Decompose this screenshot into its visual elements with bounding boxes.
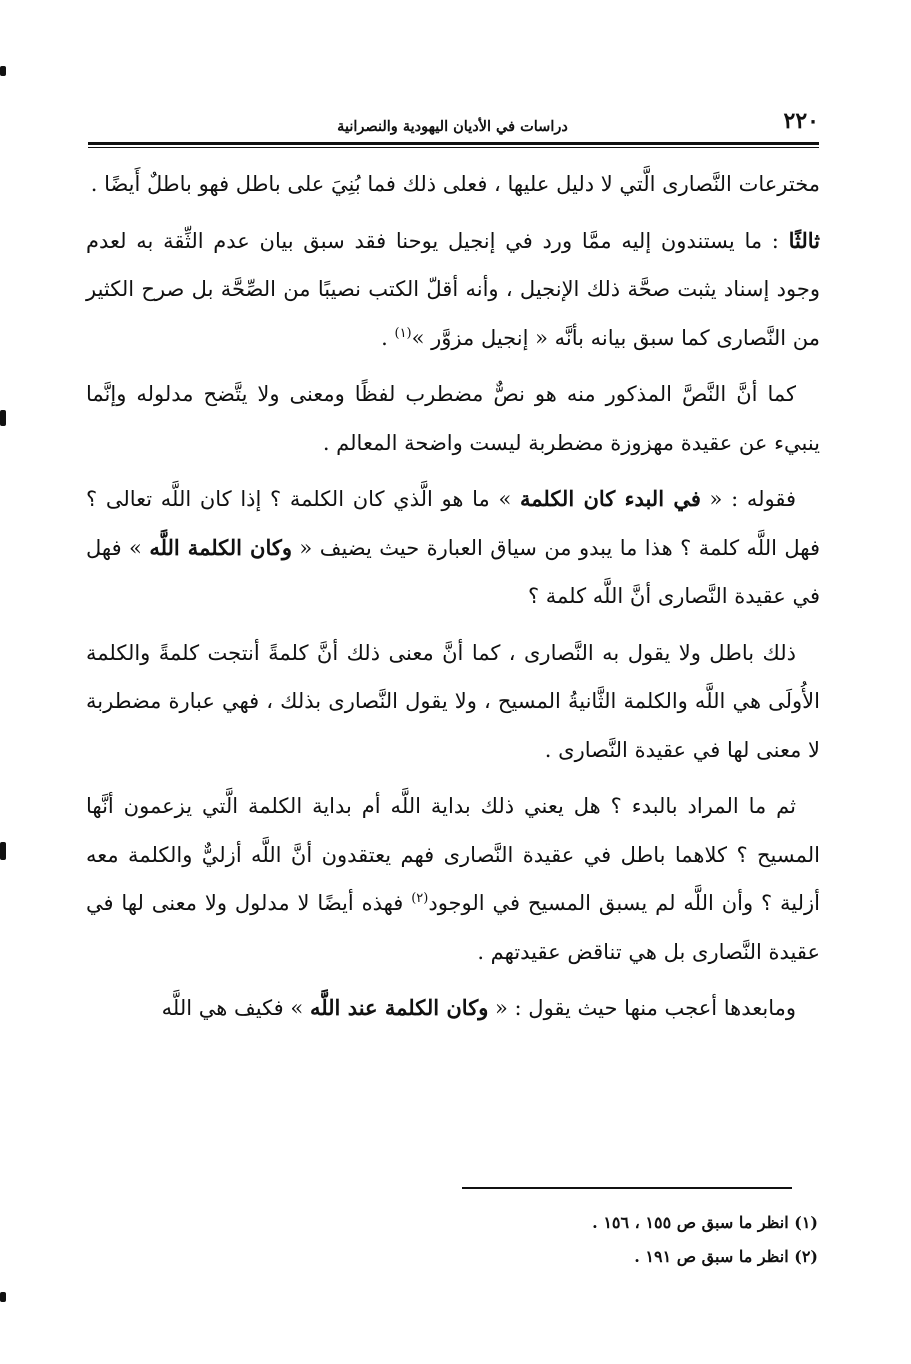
scan-margin-mark [0,66,6,76]
running-header-title: دراسات في الأديان اليهودية والنصرانية [337,118,568,135]
text-run: ذلك باطل ولا يقول به النَّصارى ، كما أنَّ معنى ذلك أنَّ كلمةً أنتجت كلمةً والكلمة الأُولَى هي اللَّه والكلمة الثَّانيةُ المسيح ، ولا يقول النَّصارى بذلك ، فهي عبارة مضطربة لا معنى لها في عقيدة النَّصارى . [86,640,820,762]
text-run: » فهل في عقيدة النَّصارى أنَّ اللَّه كلمة ؟ [86,535,820,608]
footnotes [300,1206,818,1274]
paragraph [86,782,820,976]
text-run: ومابعدها أعجب منها حيث يقول : « [488,996,796,1020]
footnote-2: (٢) انظر ما سبق ص ١٩١ . [634,1247,818,1266]
text-run: ثم ما المراد بالبدء ؟ هل يعني ذلك بداية اللَّه أم بداية الكلمة الَّتي يزعمون أنَّها المسيح ؟ كلاهما باطل في عقيدة النَّصارى فهم يعتقدون أنَّ اللَّه أزليٌّ والكلمة معه أزلية ؟ وأن اللَّه لم يسبق المسيح في الوجود [86,794,820,915]
text-run: كما أنَّ النَّصَّ المذكور منه هو نصٌّ مضطرب لفظًا ومعنى ولا يتَّضح مدلوله وإنَّما ينبيء عن عقيدة مهزوزة مضطربة ليست واضحة المعالم . [86,382,820,455]
paragraph [86,160,820,209]
bold-text: في البدء كان الكلمة [519,486,701,511]
text-run: فهذه أيضًا لا مدلول ولا معنى لها في عقيدة النَّصارى بل هي تناقض عقيدتهم . [86,891,820,964]
header-rule [88,142,819,145]
paragraph [86,984,820,1033]
paragraph [86,475,820,621]
paragraph [86,629,820,775]
scan-margin-mark [0,1292,6,1302]
text-run: . [381,325,395,350]
paragraph [86,217,820,363]
header-rule-thin [88,147,819,148]
footnote-separator [462,1187,792,1189]
footnote-ref: (٢) [411,891,429,906]
text-run: » فكيف هي اللَّه [161,996,310,1020]
page-number: ٢٢٠ [783,108,819,134]
bold-text: ثالثًا [788,227,820,253]
paragraph [86,370,820,467]
text-run: » ما هو الَّذي كان الكلمة ؟ إذا كان اللَّه تعالى ؟ فهل اللَّه كلمة ؟ هذا ما يبدو من سياق العبارة حيث يضيف « [86,487,820,560]
scan-margin-mark [0,410,6,426]
footnote-1: (١) انظر ما سبق ص ١٥٥ ، ١٥٦ . [592,1213,818,1232]
text-run: فقوله : « [700,487,796,511]
body-text [86,160,820,1041]
bold-text: وكان الكلمة عند اللَّه [309,995,489,1020]
text-run: : ما يستندون إليه ممَّا ورد في إنجيل يوحنا فقد سبق بيان عدم الثِّقة به لعدم وجود إسناد يثبت صحَّة ذلك الإنجيل ، وأنه أقلّ الكتب نصيبًا من الصِّحَّة بل صرح الكثير من النَّصارى كما سبق بيانه بأنَّه « إنجيل مزوَّر » [86,228,820,350]
scan-margin-mark [0,842,6,860]
footnote-ref: (١) [394,325,412,341]
bold-text: وكان الكلمة اللَّه [149,534,293,560]
text-run: مخترعات النَّصارى الَّتي لا دليل عليها ، فعلى ذلك فما بُنِيَ على باطل فهو باطلٌ أَيضًا . [90,172,820,196]
